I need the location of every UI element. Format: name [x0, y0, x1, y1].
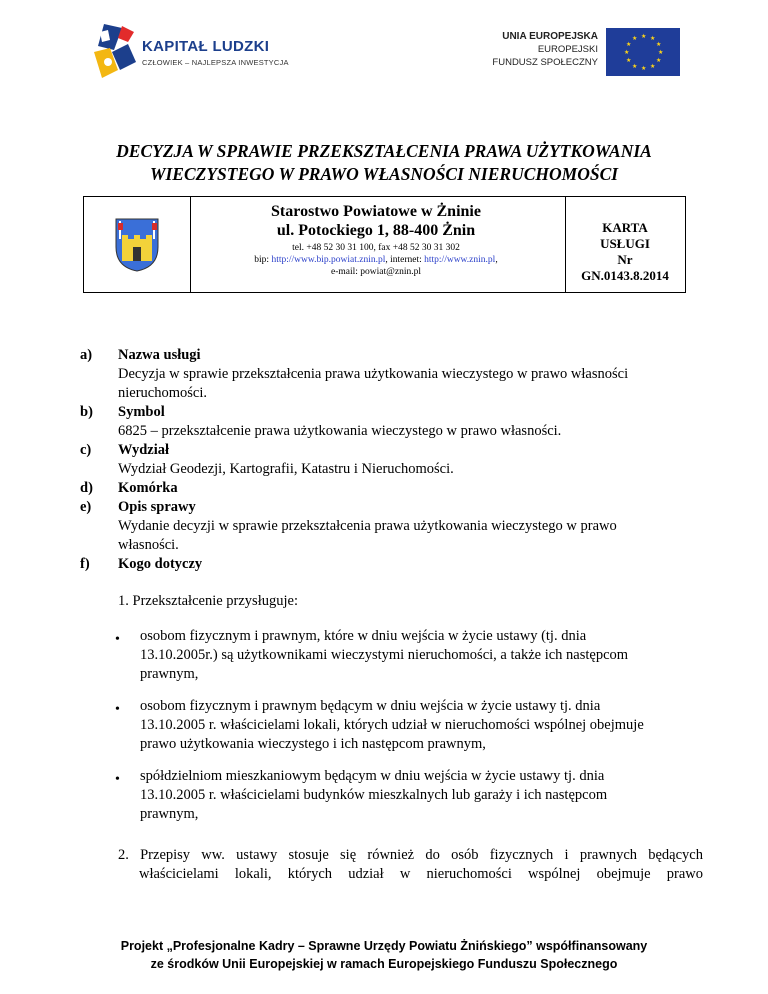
svg-text:★: ★ [658, 49, 664, 56]
svg-text:★: ★ [641, 65, 647, 72]
office-name-line1: Starostwo Powiatowe w Żninie [271, 203, 481, 220]
section-label: b) [80, 404, 93, 420]
item2-line2: właścicielami lokali, których udział w nieruchomości wspólnej obejmuje prawo [139, 866, 703, 882]
section-text: własności. [118, 537, 179, 553]
eu-text [470, 30, 598, 69]
section-text: Wydział Geodezji, Kartografii, Katastru i Nieruchomości. [118, 461, 454, 477]
list-bullet-3 [140, 767, 700, 824]
bullet-icon: • [115, 632, 120, 647]
svg-text:★: ★ [650, 63, 656, 70]
section-text: 6825 – przekształcenie prawa użytkowania wieczystego w prawo własności. [118, 423, 562, 439]
svg-text:★: ★ [656, 57, 662, 64]
section-heading: Nazwa usługi [118, 347, 201, 363]
karta-uslugi [565, 220, 685, 284]
svg-text:★: ★ [632, 35, 638, 42]
title-line1: DECYZJA W SPRAWIE PRZEKSZTAŁCENIA PRAWA UŻYTKOWANIA [116, 141, 652, 161]
footer-line1: Projekt „Profesjonalne Kadry – Sprawne Urzędy Powiatu Żnińskiego” współfinansowany [120, 939, 648, 953]
office-phone: tel. +48 52 30 31 100, fax +48 52 30 31 302 [292, 243, 460, 253]
section-heading: Komórka [118, 480, 178, 496]
section-heading: Symbol [118, 404, 165, 420]
bullet-line: osobom fizycznym i prawnym będącym w dniu wejścia w życie ustawy tj. dnia [140, 698, 601, 714]
internet-link[interactable]: http://www.znin.pl [424, 255, 496, 265]
document-title [60, 140, 708, 186]
office-email: e-mail: powiat@znin.pl [330, 267, 421, 277]
bullet-line: spółdzielniom mieszkaniowym będącym w dniu wejścia w życie ustawy tj. dnia [140, 768, 605, 784]
section-d [80, 479, 720, 498]
kapital-ludzki-logo [92, 22, 142, 84]
list-bullet-2 [140, 697, 720, 754]
bullet-line: prawnym, [140, 806, 199, 822]
svg-text:★: ★ [626, 41, 632, 48]
section-text: Wydanie decyzji w sprawie przekształcenia prawa użytkowania wieczystego w prawo [118, 518, 617, 534]
karta-number: GN.0143.8.2014 [581, 268, 669, 283]
section-label: e) [80, 499, 92, 515]
svg-text:★: ★ [626, 57, 632, 64]
footer [60, 937, 708, 973]
kl-title: KAPITAŁ LUDZKI [142, 38, 270, 55]
svg-text:★: ★ [624, 49, 630, 56]
bip-label: bip: [254, 255, 272, 265]
office-links [190, 254, 562, 266]
bullet-line: osobom fizycznym i prawnym, które w dniu wejścia w życie ustawy (tj. dnia [140, 628, 587, 644]
bullet-icon: • [115, 772, 120, 787]
list-item-1: 1. Przekształcenie przysługuje: [118, 593, 298, 609]
internet-end: , [495, 255, 498, 265]
section-label: a) [80, 347, 93, 363]
section-heading: Opis sprawy [118, 499, 196, 515]
section-b [80, 403, 720, 441]
sections [80, 346, 720, 574]
section-text: nieruchomości. [118, 385, 207, 401]
internet-label: , internet: [385, 255, 425, 265]
bullet-line: 13.10.2005r.) są użytkownikami wieczystymi nieruchomości, a także ich następcom [140, 647, 629, 663]
bip-link[interactable]: http://www.bip.powiat.znin.pl [271, 255, 386, 265]
bullet-line: 13.10.2005 r. właścicielami budynków mieszkalnych lub garaży i ich następcom [140, 787, 608, 803]
section-label: c) [80, 442, 92, 458]
karta-line2: USŁUGI [600, 236, 650, 251]
list-item-2 [118, 846, 703, 884]
section-heading: Kogo dotyczy [118, 556, 203, 572]
eu-line2: EUROPEJSKI [537, 44, 598, 55]
eu-line3: FUNDUSZ SPOŁECZNY [492, 57, 598, 68]
section-e [80, 498, 720, 555]
bullet-line: prawnym, [140, 666, 199, 682]
section-label: f) [80, 556, 90, 572]
section-label: d) [80, 480, 93, 496]
eu-line1: UNIA EUROPEJSKA [502, 31, 598, 42]
svg-text:★: ★ [632, 63, 638, 70]
svg-text:★: ★ [641, 33, 647, 40]
section-f [80, 555, 720, 574]
bullet-line: 13.10.2005 r. właścicielami lokali, których udział w nieruchomości wspólnej obejmuje [140, 717, 644, 733]
office-contact [190, 242, 562, 278]
office-name [190, 202, 562, 240]
section-c [80, 441, 720, 479]
karta-line1: KARTA [602, 220, 648, 235]
karta-line3: Nr [617, 252, 633, 267]
list-bullet-1 [140, 627, 700, 684]
svg-text:★: ★ [656, 41, 662, 48]
bullet-icon: • [115, 702, 120, 717]
coat-of-arms-cell [84, 197, 191, 292]
office-address: ul. Potockiego 1, 88-400 Żnin [276, 222, 476, 239]
svg-text:★: ★ [650, 35, 656, 42]
section-heading: Wydział [118, 442, 170, 458]
section-a [80, 346, 720, 403]
title-line2: WIECZYSTEGO W PRAWO WŁASNOŚCI NIERUCHOMOŚCI [149, 164, 619, 184]
eu-flag-logo [606, 28, 680, 76]
item2-line1: 2. Przepisy ww. ustawy stosuje się również do osób fizycznych i prawnych będących [118, 847, 703, 863]
bullet-line: prawo użytkowania wieczystego i ich następcom prawnym, [140, 736, 486, 752]
section-text: Decyzja w sprawie przekształcenia prawa użytkowania wieczystego w prawo własności [118, 366, 629, 382]
footer-line2: ze środków Unii Europejskiej w ramach Europejskiego Funduszu Społecznego [150, 957, 618, 971]
kl-subtitle: CZŁOWIEK – NAJLEPSZA INWESTYCJA [142, 58, 289, 67]
coat-of-arms-icon [114, 217, 160, 273]
